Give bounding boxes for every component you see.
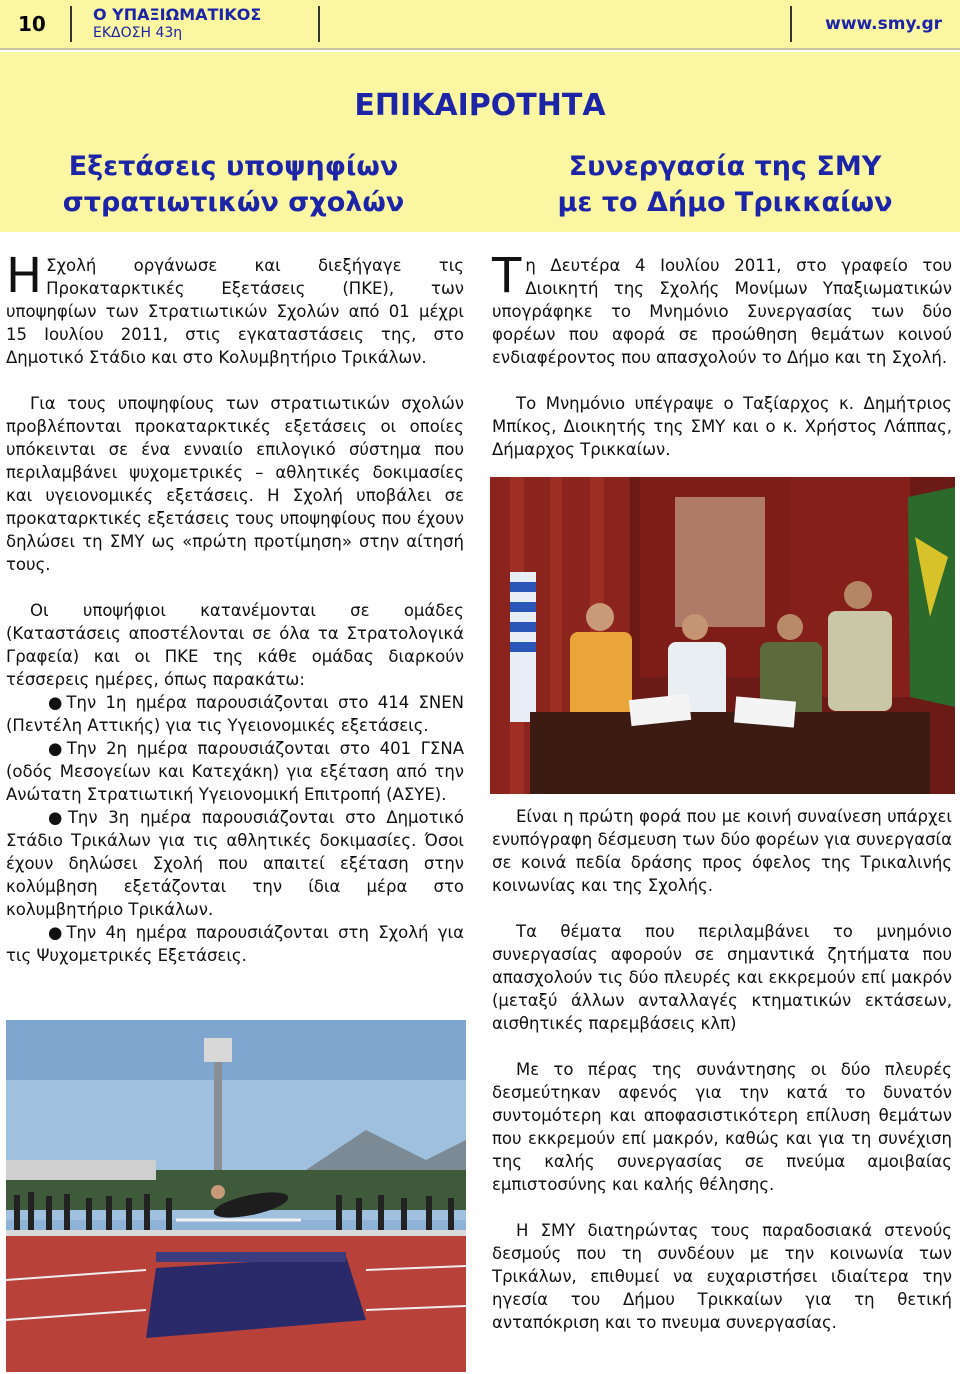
page-header xyxy=(0,0,960,50)
left-article-title-line1: Εξετάσεις υποψηφίων xyxy=(68,151,399,182)
right-article-paragraph-6: Η ΣΜΥ διατηρώντας τους παραδοσιακά στενούς δεσμούς που τη συνδέουν με την κοινωνία των Τρικάλων, επιθυμεί να ευχαριστήσει ιδιαίτερα την ηγεσία του Δήμου Τρικκαίων για τη θετική ανταπόκριση και το πνευμα συνεργασίας. xyxy=(492,1221,952,1332)
right-article-paragraph-2: Το Μνημόνιο υπέγραψε ο Ταξίαρχος κ. Δημήτριος Μπίκος, Διοικητής της ΣΜΥ και ο κ. Χρήστος Λάππας, Δήμαρχος Τρικκαίων. xyxy=(492,394,952,459)
left-article-paragraph-1 xyxy=(6,248,464,369)
right-article-continued xyxy=(492,805,952,1334)
right-article xyxy=(492,248,952,461)
left-article-paragraph-2: Για τους υποψηφίους των στρατιωτικών σχολών προβλέπονται προκαταρκτικές εξετάσεις οι οποίες υπόκεινται σε ένα ενναιίο επιλογικό σύστημα που περιλαμβάνει ψυχομετρικές – αθλητικές δοκιμασίες και υγειονομικές εξετάσεις. Η Σχολή υποβάλει σε προκαταρκτικές εξετάσεις τους υποψηφίους που έχουν δηλώσει τη ΣΜΥ ως «πρώτη προτίμηση» στην αίτησή τους. xyxy=(6,394,464,574)
bullet-day-1: ●Την 1η ημέρα παρουσιάζονται στο 414 ΣΝΕΝ (Πεντέλη Αττικής) για τις Υγειονομικές εξετάσεις. xyxy=(6,693,464,735)
issue-label: ΕΚΔΟΣΗ 43η xyxy=(93,25,183,41)
left-article-p1-text: Σχολή οργάνωσε και διεξήγαγε τις Προκαταρκτικές Εξετάσεις (ΠΚΕ), των υποψηφίων των Στρατιωτικών Σχολών από 01 μέχρι 15 Ιουλίου 2011, στις εγκαταστάσεις της, στο Δημοτικό Στάδιο και στο Κολυμβητήριο Τρικάλων. xyxy=(6,256,464,367)
header-divider xyxy=(70,6,72,42)
section-banner xyxy=(0,52,960,232)
left-article-title-box xyxy=(0,140,470,230)
paper-name: Ο ΥΠΑΞΙΩΜΑΤΙΚΟΣ xyxy=(93,5,262,24)
right-article-paragraph-3: Είναι η πρώτη φορά που με κοινή συναίνεση υπάρχει ενυπόγραφη δέσμευση των δύο φορέων για συνεργασία σε κοινά πεδία δράσης προς όφελος της Τρικαλινής κοινωνίας και της Σχολής. xyxy=(492,807,952,895)
header-divider xyxy=(790,6,792,42)
header-divider xyxy=(318,6,320,42)
left-article-paragraph-3: Οι υποψήφιοι κατανέμονται σε ομάδες (Καταστάσεις αποστέλονται σε όλα τα Στρατολογικά Γραφεία) και οι ΠΚΕ της κάθε ομάδας διαρκούν τέσσερεις ημέρες, όπως παρακάτω: xyxy=(6,601,464,689)
section-title: ΕΠΙΚΑΙΡΟΤΗΤΑ xyxy=(354,88,606,123)
left-article-title-line2: στρατιωτικών σχολών xyxy=(62,187,405,218)
page-number: 10 xyxy=(18,12,46,36)
bullet-day-2: ●Την 2η ημέρα παρουσιάζονται στο 401 ΓΣΝΑ (οδός Μεσογείων και Κατεχάκη) για εξέταση από την Ανώτατη Στρατιωτική Υγειονομική Επιτροπή (ΑΣΥΕ). xyxy=(6,739,464,804)
website-link[interactable]: www.smy.gr xyxy=(825,14,942,34)
left-article xyxy=(6,248,464,967)
right-article-title-line1: Συνεργασία της ΣΜΥ xyxy=(568,151,882,182)
dropcap: Η xyxy=(6,248,43,304)
dropcap: Τ xyxy=(492,248,522,304)
right-article-title-line2: με το Δήμο Τρικκαίων xyxy=(557,187,893,218)
high-jump-photo xyxy=(6,1020,466,1372)
right-article-paragraph-5: Με το πέρας της συνάντησης οι δύο πλευρές δεσμεύτηκαν αφενός για την κατά το δυνατόν συντομότερη και αποφασιστικότερη επίλυση θεμάτων που εκκρεμούν επί μακρόν, καθώς και για τη συνέχιση της καλής συνεργασίας σε πνεύμα αμοιβαίας εμπιστοσύνης και καλής θέλησης. xyxy=(492,1060,952,1194)
right-article-title-box xyxy=(490,140,960,230)
signing-photo xyxy=(490,477,955,794)
right-article-paragraph-1 xyxy=(492,248,952,369)
bullet-day-3: ●Την 3η ημέρα παρουσιάζονται στο Δημοτικό Στάδιο Τρικάλων για τις αθλητικές δοκιμασίες. Όσοι έχουν δηλώσει Σχολή που απαιτεί εξέταση στην κολύμβηση εξετάζονται την ίδια μέρα στο κολυμβητήριο Τρικάλων. xyxy=(6,808,464,919)
bullet-day-4: ●Την 4η ημέρα παρουσιάζονται στη Σχολή για τις Ψυχομετρικές Εξετάσεις. xyxy=(6,923,464,965)
right-article-p1-text: η Δευτέρα 4 Ιουλίου 2011, στο γραφείο του Διοικητή της Σχολής Μονίμων Υπαξιωματικών υπογράφηκε το Μνημόνιο Συνεργασίας των δύο φορέων που αφορά σε προώθηση θεμάτων κοινού ενδιαφέροντος που απασχολούν το Δήμο και τη Σχολή. xyxy=(492,256,952,367)
right-article-paragraph-4: Τα θέματα που περιλαμβάνει το μνημόνιο συνεργασίας αφορούν σε σημαντικά ζητήματα που απασχολούν τις δύο πλευρές και εκκρεμούν επί μακρόν (μεταξύ άλλων ανταλλαγές κτηματικών εκτάσεων, αισθητικές παρεμβάσεις κλπ) xyxy=(492,922,952,1033)
